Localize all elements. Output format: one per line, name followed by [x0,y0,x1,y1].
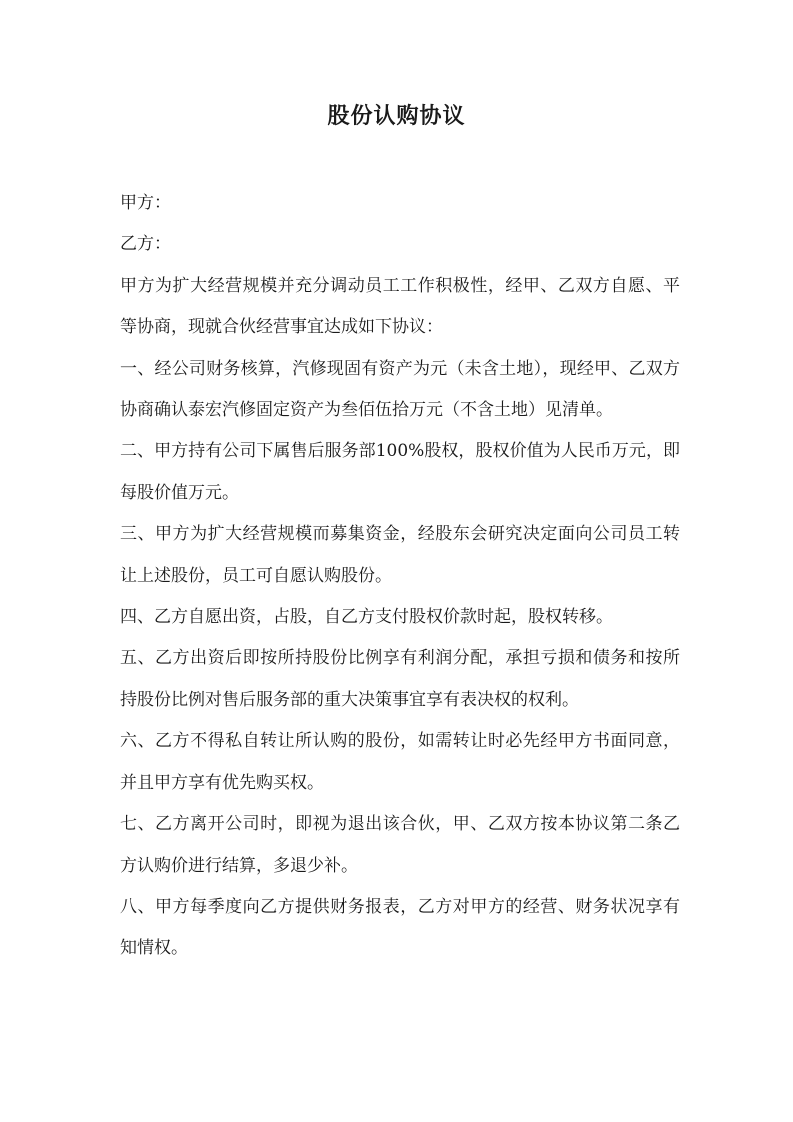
clause-7: 七、乙方离开公司时，即视为退出该合伙，甲、乙双方按本协议第二条乙方认购价进行结算，多退少补。 [120,814,680,876]
clause-8: 八、甲方每季度向乙方提供财务报表，乙方对甲方的经营、财务状况享有知情权。 [120,896,680,959]
clause-4: 四、乙方自愿出资，占股，自乙方支付股权价款时起，股权转移。 [120,607,613,628]
document-body [120,183,680,970]
clause-6: 六、乙方不得私自转让所认购的股份，如需转让时必先经甲方书面同意，并且甲方享有优先购买权。 [120,731,680,793]
document-title: 股份认购协议 [327,103,466,129]
clause-1: 一、经公司财务核算，汽修现固有资产为元（未含土地），现经甲、乙双方协商确认泰宏汽修固定资产为叁佰伍拾万元（不含土地）见清单。 [120,358,680,421]
clause-2: 二、甲方持有公司下属售后服务部100%股权，股权价值为人民币万元，即每股价值万元。 [120,441,680,503]
clause-5: 五、乙方出资后即按所持股份比例享有利润分配，承担亏损和债务和按所持股份比例对售后服务部的重大决策事宜享有表决权的权利。 [120,648,680,710]
clause-3: 三、甲方为扩大经营规模而募集资金，经股东会研究决定面向公司员工转让上述股份，员工可自愿认购股份。 [120,524,680,586]
party-b-line: 乙方： [120,234,171,255]
intro-paragraph: 甲方为扩大经营规模并充分调动员工工作积极性，经甲、乙双方自愿、平等协商，现就合伙经营事宜达成如下协议： [120,275,680,338]
party-a-line: 甲方： [120,193,171,213]
